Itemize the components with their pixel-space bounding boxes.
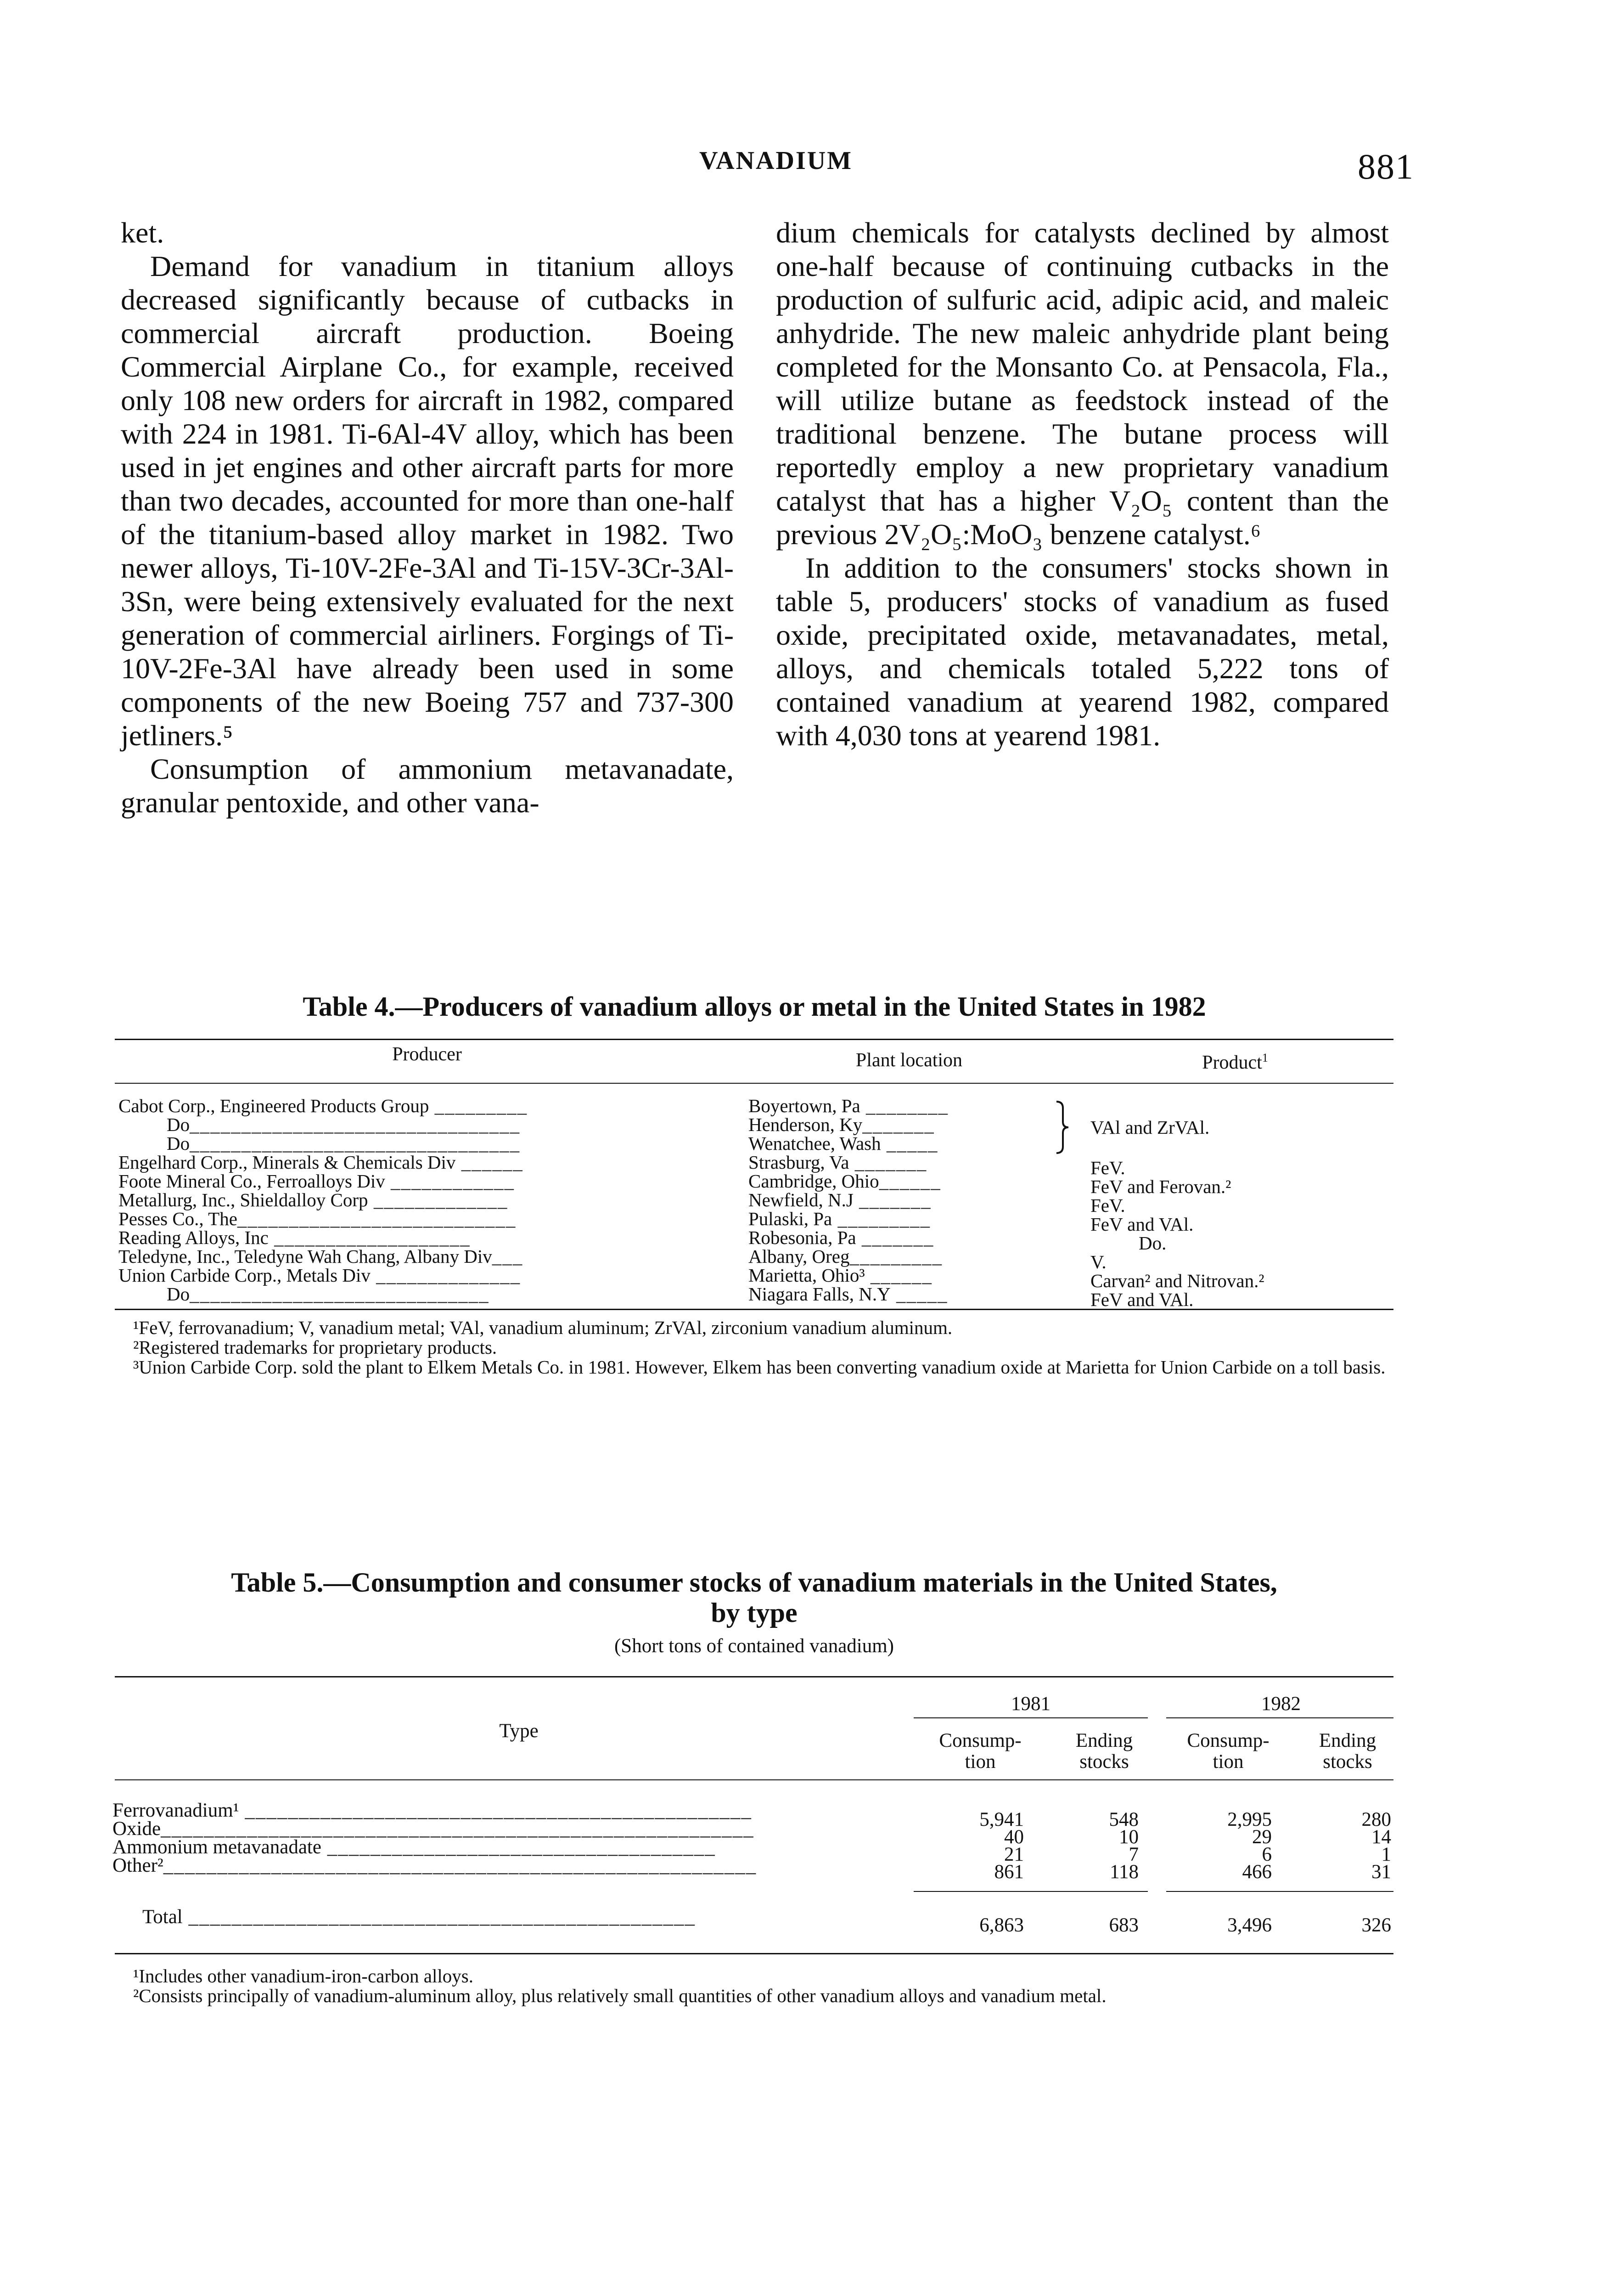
location-cell: Wenatchee, Wash — [748, 1133, 881, 1154]
table5-type-column — [112, 1799, 902, 1877]
table-row: Union Carbide Corp., Metals Div ______________ — [118, 1265, 521, 1286]
producer-cell: Teledyne, Inc., Teledyne Wah Chang, Albany Div — [118, 1246, 492, 1267]
table-cell: 31 — [1371, 1861, 1391, 1883]
table-row: Other²_______________________________________________________ — [112, 1855, 757, 1876]
producer-cell: Do — [167, 1283, 190, 1305]
table-cell: 466 — [1242, 1861, 1272, 1883]
table5-bottom-rule — [115, 1953, 1393, 1954]
table-row: Do________________________________ — [167, 1114, 521, 1135]
table-row: Henderson, Ky_______ — [748, 1114, 935, 1135]
product-cell: FeV and Ferovan.² — [1090, 1176, 1231, 1197]
table-row: Niagara Falls, N.Y _____ — [748, 1283, 948, 1305]
table4-producer-column — [118, 1097, 738, 1304]
table-cell: 861 — [994, 1861, 1024, 1883]
location-cell: Cambridge, Ohio — [748, 1171, 879, 1192]
table4-location-column — [748, 1097, 1070, 1304]
product-header-note: 1 — [1262, 1051, 1268, 1064]
table-row: Robesonia, Pa _______ — [748, 1227, 934, 1248]
product-cell: FeV. — [1090, 1157, 1125, 1178]
paragraph: ket. — [121, 216, 164, 249]
table-cell: 40 — [1004, 1826, 1024, 1848]
footnote-text: ²Consists principally of vanadium-aluminum alloy, plus relatively small quantities of other vanadium alloys and vanadium metal. — [133, 1985, 1107, 2006]
producer-cell: Metallurg, Inc., Shieldalloy Corp — [118, 1189, 368, 1210]
table-cell: 2,995 — [1227, 1809, 1272, 1830]
table4-product-column — [1090, 1097, 1389, 1310]
table5-header-year-1981: 1981 — [1011, 1693, 1050, 1715]
table-cell: 6 — [1262, 1844, 1272, 1865]
table-cell: 21 — [1004, 1844, 1024, 1865]
table-cell: 10 — [1119, 1826, 1139, 1848]
grouping-brace — [1054, 1100, 1072, 1155]
table5-total-consumption-1982: 3,496 — [1227, 1914, 1272, 1936]
location-cell: Marietta, Ohio³ — [748, 1265, 865, 1286]
table-row: Pulaski, Pa _________ — [748, 1208, 931, 1229]
table-row: Foote Mineral Co., Ferroalloys Div ____________ — [118, 1171, 515, 1192]
table-row — [1090, 1172, 1389, 1197]
table-row: Albany, Oreg_________ — [748, 1246, 943, 1267]
producer-cell: Foote Mineral Co., Ferroalloys Div — [118, 1171, 385, 1192]
paragraph: Consumption of ammonium metavanadate, granular pentoxide, and other vana- — [121, 753, 734, 819]
table-row: Cabot Corp., Engineered Products Group _________ — [118, 1095, 528, 1116]
table4-footnote — [115, 1357, 1396, 1377]
table-row — [1090, 1115, 1389, 1138]
table-cell: 29 — [1252, 1826, 1272, 1848]
type-cell: Ferrovanadium¹ — [112, 1800, 239, 1821]
table-row: Ferrovanadium¹ _______________________________________________ — [112, 1800, 752, 1821]
table-row: Newfield, N.J _______ — [748, 1189, 932, 1210]
table5-header-rule — [115, 1779, 1393, 1780]
location-cell: Robesonia, Pa — [748, 1227, 856, 1248]
product-cell: FeV and VAl. — [1090, 1214, 1194, 1235]
table-row — [1090, 1210, 1389, 1235]
type-cell: Other² — [112, 1855, 163, 1876]
table-row — [1090, 1247, 1389, 1272]
table5-header-consumption-1982: Consump- tion — [1187, 1730, 1270, 1773]
paragraph: Demand for vanadium in titanium alloys decreased significantly because of cutbacks in commercial aircraft production. Boeing Commercial Airplane Co., for example, received only 108 new orders for aircraft in 1982, compared with 224 in 1981. Ti-6Al-4V alloy, which has been used in jet engines and other aircraft parts for more than two decades, accounted for more than one-half of the titanium-based alloy market in 1982. Two newer alloys, Ti-10V-2Fe-3Al and Ti-15V-3Cr-3Al-3Sn, were being extensively evaluated for the next generation of commercial airliners. Forgings of Ti-10V-2Fe-3Al have already been used in some components of the new Boeing 757 and 737-300 jetliners.⁵ — [121, 250, 734, 752]
table5-total-rule — [914, 1891, 1148, 1892]
table4-top-rule — [115, 1039, 1393, 1040]
table5-title-line2: by type — [711, 1598, 798, 1628]
product-cell: V. — [1090, 1251, 1107, 1272]
table5-total-consumption-1981: 6,863 — [979, 1914, 1024, 1936]
table5-subtitle: (Short tons of contained vanadium) — [614, 1635, 894, 1657]
location-cell: Pulaski, Pa — [748, 1208, 832, 1229]
table5-title-line1: Table 5.—Consumption and consumer stocks of vanadium materials in the United States, — [231, 1567, 1277, 1598]
table-row: Strasburg, Va _______ — [748, 1152, 927, 1173]
product-cell: FeV and VAl. — [1090, 1289, 1194, 1310]
producer-cell: Reading Alloys, Inc — [118, 1227, 269, 1248]
table5-header-consumption-1981: Consump- tion — [939, 1730, 1022, 1773]
location-cell: Albany, Oreg — [748, 1246, 850, 1267]
table-row: Boyertown, Pa ________ — [748, 1095, 949, 1116]
product-header-label: Product — [1202, 1052, 1262, 1073]
table-cell: 118 — [1110, 1861, 1139, 1883]
table4-header-rule — [115, 1083, 1393, 1084]
table5-total-rule — [1166, 1891, 1393, 1892]
table-row: Teledyne, Inc., Teledyne Wah Chang, Albany Div___ — [118, 1246, 523, 1267]
table-row: Metallurg, Inc., Shieldalloy Corp _____________ — [118, 1189, 508, 1210]
footnote-text: ³Union Carbide Corp. sold the plant to Elkem Metals Co. in 1981. However, Elkem has been converting vanadium oxide at Marietta for Union Carbide on a toll basis. — [133, 1356, 1386, 1378]
total-label: Total — [142, 1906, 183, 1928]
table5-stocks-1982-column — [1304, 1808, 1391, 1884]
type-cell: Ammonium metavanadate — [112, 1836, 321, 1858]
table5-footnote: ¹Includes other vanadium-iron-carbon alloys. — [133, 1965, 473, 1986]
producer-cell: Pesses Co., The — [118, 1208, 237, 1229]
table5-header-type: Type — [499, 1720, 539, 1742]
body-column-right — [776, 216, 1389, 752]
table5-total-stocks-1982: 326 — [1361, 1914, 1391, 1936]
table4-header-location: Plant location — [855, 1050, 963, 1071]
table-row: Reading Alloys, Inc ___________________ — [118, 1227, 471, 1248]
table5-consumption-1981-column — [914, 1808, 1024, 1884]
table-cell: 280 — [1361, 1809, 1391, 1830]
paragraph: dium chemicals for catalysts declined by almost one-half because of continuing cutbacks in the production of sulfuric acid, adipic acid, and maleic anhydride. The new maleic anhydride plant being completed for the Monsanto Co. at Pensacola, Fla., will utilize butane as feedstock instead of the traditional benzene. The butane process will reportedly employ a new proprietary vanadium catalyst that has a higher V₂O₅ content than the previous 2V₂O₅:MoO₃ benzene catalyst.⁶ — [776, 216, 1389, 551]
table5-header-stocks-1982: Ending stocks — [1319, 1730, 1376, 1773]
location-cell: Boyertown, Pa — [748, 1095, 860, 1116]
location-cell: Strasburg, Va — [748, 1152, 849, 1173]
table-cell: 1 — [1381, 1844, 1391, 1865]
product-cell: FeV. — [1090, 1195, 1125, 1216]
table5-year-rule — [914, 1717, 1148, 1718]
table-cell: 548 — [1109, 1809, 1139, 1830]
table-row: Do_____________________________ — [167, 1283, 489, 1305]
page-number: 881 — [1358, 146, 1414, 186]
producer-cell: Do — [167, 1114, 190, 1135]
producer-cell: Cabot Corp., Engineered Products Group — [118, 1095, 429, 1116]
table4-title: Table 4.—Producers of vanadium alloys or metal in the United States in 1982 — [303, 991, 1206, 1022]
table-row — [1090, 1266, 1389, 1291]
table5-footnote — [115, 1986, 1396, 2006]
table-row — [1090, 1153, 1389, 1178]
table4-bottom-rule — [115, 1309, 1393, 1310]
producer-cell: Union Carbide Corp., Metals Div — [118, 1265, 371, 1286]
producer-cell: Engelhard Corp., Minerals & Chemicals Div — [118, 1152, 456, 1173]
table-cell: 14 — [1371, 1826, 1391, 1848]
table-row: Do________________________________ — [167, 1133, 521, 1154]
table-cell: 7 — [1129, 1844, 1139, 1865]
table-row: Cambridge, Ohio______ — [748, 1171, 941, 1192]
table5-stocks-1981-column — [1056, 1808, 1139, 1884]
product-cell: Do. — [1139, 1232, 1167, 1254]
table5-header-stocks-1981: Ending stocks — [1075, 1730, 1133, 1773]
product-cell: VAl and ZrVAl. — [1090, 1117, 1210, 1138]
table4-header-producer: Producer — [392, 1044, 462, 1065]
table5-total-stocks-1981: 683 — [1109, 1914, 1139, 1936]
product-cell: Carvan² and Nitrovan.² — [1090, 1270, 1264, 1291]
table5-total-row: Total _______________________________________________ — [142, 1906, 696, 1928]
producer-cell: Do — [167, 1133, 190, 1154]
table-row: Pesses Co., The___________________________ — [118, 1208, 517, 1229]
table-row: Ammonium metavanadate ____________________________________ — [112, 1836, 716, 1858]
table-row: Marietta, Ohio³ ______ — [748, 1265, 933, 1286]
table4-footnote: ²Registered trademarks for proprietary products. — [133, 1337, 497, 1358]
table-row: Oxide_______________________________________________________ — [112, 1818, 754, 1840]
table-cell: 5,941 — [979, 1809, 1024, 1830]
table5-header-year-1982: 1982 — [1261, 1693, 1301, 1715]
paragraph: In addition to the consumers' stocks shown in table 5, producers' stocks of vanadium as fused oxide, precipitated oxide, metavanadates, metal, alloys, and chemicals totaled 5,222 tons of contained vanadium at yearend 1982, compared with 4,030 tons at yearend 1981. — [776, 551, 1389, 752]
table-row — [1090, 1097, 1389, 1115]
table4-header-product — [1079, 1052, 1391, 1074]
body-column-left — [121, 216, 734, 819]
table5-consumption-1982-column — [1166, 1808, 1272, 1884]
location-cell: Newfield, N.J — [748, 1189, 854, 1210]
table-row: Wenatchee, Wash _____ — [748, 1133, 938, 1154]
table-row: Engelhard Corp., Minerals & Chemicals Div ______ — [118, 1152, 523, 1173]
table5-year-rule — [1166, 1717, 1393, 1718]
location-cell: Niagara Falls, N.Y — [748, 1283, 891, 1305]
type-cell: Oxide — [112, 1818, 161, 1840]
running-head: VANADIUM — [699, 146, 853, 175]
table4-footnote: ¹FeV, ferrovanadium; V, vanadium metal; VAl, vanadium aluminum; ZrVAl, zirconium vanadium aluminum. — [133, 1317, 953, 1338]
location-cell: Henderson, Ky — [748, 1114, 863, 1135]
table5-top-rule — [115, 1676, 1393, 1677]
